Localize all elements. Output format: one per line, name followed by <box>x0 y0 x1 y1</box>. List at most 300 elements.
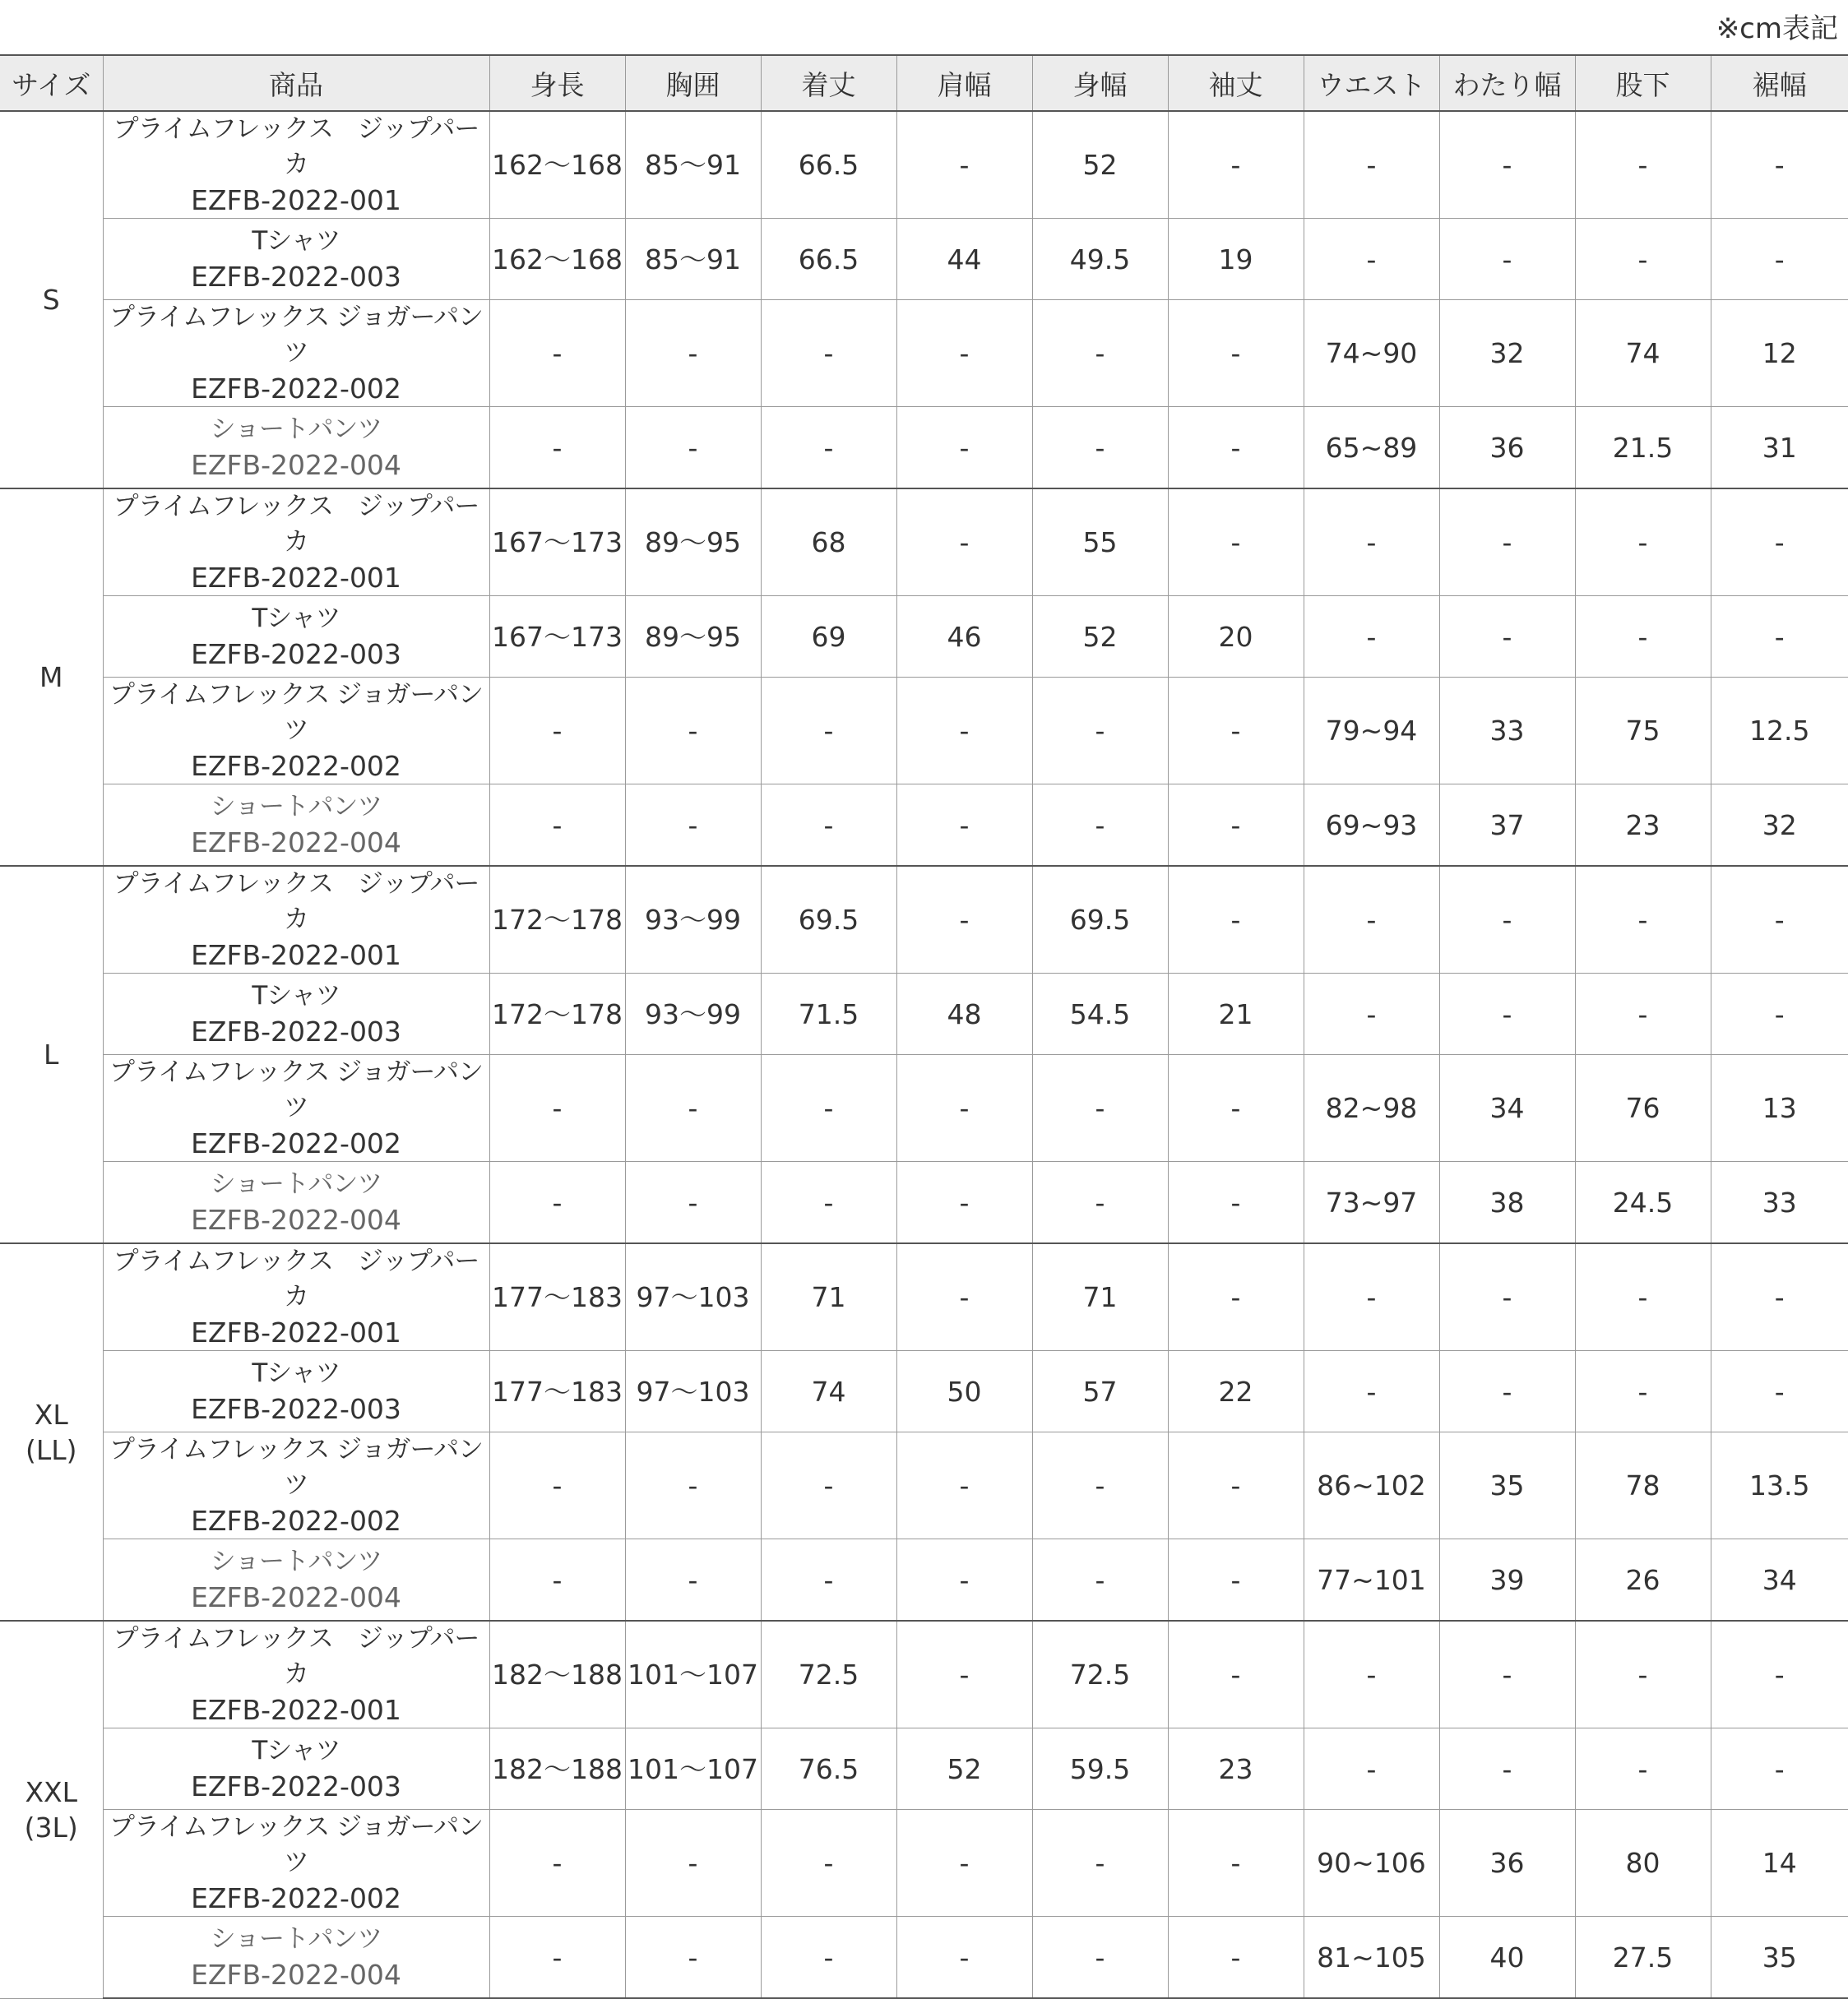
table-row <box>0 1351 1848 1432</box>
header-length: 着丈 <box>761 55 896 111</box>
table-row <box>0 866 1848 974</box>
measurement-cell: 71.5 <box>761 974 896 1055</box>
measurement-cell: 26 <box>1575 1539 1711 1622</box>
product-code: EZFB-2022-003 <box>191 638 401 670</box>
measurement-cell: - <box>1711 866 1848 974</box>
measurement-cell: - <box>1168 1055 1304 1162</box>
header-size: サイズ <box>0 55 103 111</box>
measurement-cell: - <box>1439 1243 1575 1351</box>
measurement-cell: - <box>489 1539 625 1622</box>
product-code: EZFB-2022-003 <box>191 1393 401 1425</box>
measurement-cell: - <box>1168 784 1304 867</box>
measurement-cell: - <box>625 784 761 867</box>
measurement-cell: - <box>625 678 761 784</box>
product-cell <box>103 488 489 596</box>
product-name: Tシャツ <box>252 1358 340 1388</box>
measurement-cell: - <box>1439 596 1575 678</box>
measurement-cell: 76.5 <box>761 1728 896 1810</box>
measurement-cell: 52 <box>1032 596 1168 678</box>
measurement-cell: - <box>1168 488 1304 596</box>
measurement-cell: - <box>1711 111 1848 219</box>
measurement-cell: - <box>1168 111 1304 219</box>
measurement-cell: - <box>896 1055 1032 1162</box>
measurement-cell: 22 <box>1168 1351 1304 1432</box>
product-name: Tシャツ <box>252 1736 340 1765</box>
measurement-cell: 21 <box>1168 974 1304 1055</box>
measurement-cell: 69~93 <box>1304 784 1439 867</box>
table-header <box>0 55 1848 111</box>
measurement-cell: - <box>761 1162 896 1244</box>
measurement-cell: 13 <box>1711 1055 1848 1162</box>
measurement-cell: 97～103 <box>625 1243 761 1351</box>
table-row <box>0 1728 1848 1810</box>
size-label: (LL) <box>25 1433 77 1466</box>
measurement-cell: - <box>1032 1432 1168 1539</box>
product-name: Tシャツ <box>252 604 340 633</box>
product-cell <box>103 1055 489 1162</box>
measurement-cell: - <box>625 1055 761 1162</box>
measurement-cell: 49.5 <box>1032 219 1168 300</box>
measurement-cell: - <box>625 300 761 407</box>
product-name: プライムフレックス ジョガーパンツ <box>109 1057 483 1122</box>
measurement-cell: 65~89 <box>1304 407 1439 489</box>
size-cell <box>0 111 103 488</box>
measurement-cell: - <box>896 1432 1032 1539</box>
measurement-cell: 71 <box>1032 1243 1168 1351</box>
measurement-cell: - <box>1304 1728 1439 1810</box>
product-cell <box>103 1728 489 1810</box>
measurement-cell: 73~97 <box>1304 1162 1439 1244</box>
measurement-cell: 36 <box>1439 407 1575 489</box>
product-name: プライムフレックス ジョガーパンツ <box>109 1435 483 1500</box>
measurement-cell: 44 <box>896 219 1032 300</box>
measurement-cell: 167～173 <box>489 488 625 596</box>
table-row <box>0 1917 1848 1999</box>
measurement-cell: 21.5 <box>1575 407 1711 489</box>
measurement-cell: - <box>1168 1917 1304 1999</box>
header-body-width: 身幅 <box>1032 55 1168 111</box>
product-name: Tシャツ <box>252 226 340 256</box>
measurement-cell: 66.5 <box>761 219 896 300</box>
measurement-cell: 162～168 <box>489 219 625 300</box>
measurement-cell: - <box>761 1432 896 1539</box>
product-cell <box>103 1162 489 1244</box>
product-code: EZFB-2022-002 <box>191 1882 401 1914</box>
product-cell <box>103 784 489 867</box>
measurement-cell: - <box>625 1810 761 1917</box>
product-cell <box>103 974 489 1055</box>
product-name: プライムフレックス ジップパーカ <box>113 869 479 934</box>
table-row <box>0 596 1848 678</box>
measurement-cell: 177～183 <box>489 1351 625 1432</box>
size-cell <box>0 866 103 1243</box>
measurement-cell: 72.5 <box>1032 1621 1168 1728</box>
size-label: S <box>42 284 60 316</box>
measurement-cell: - <box>1304 219 1439 300</box>
measurement-cell: - <box>489 1432 625 1539</box>
measurement-cell: 32 <box>1711 784 1848 867</box>
measurement-cell: - <box>761 407 896 489</box>
measurement-cell: - <box>761 1539 896 1622</box>
measurement-cell: - <box>489 1917 625 1999</box>
header-row <box>0 55 1848 111</box>
product-name: Tシャツ <box>252 981 340 1011</box>
measurement-cell: 55 <box>1032 488 1168 596</box>
measurement-cell: 93～99 <box>625 974 761 1055</box>
measurement-cell: - <box>489 678 625 784</box>
product-cell <box>103 300 489 407</box>
product-name: プライムフレックス ジップパーカ <box>113 1624 479 1689</box>
measurement-cell: - <box>896 111 1032 219</box>
measurement-cell: - <box>896 866 1032 974</box>
product-code: EZFB-2022-004 <box>191 1581 401 1613</box>
measurement-cell: - <box>1575 1621 1711 1728</box>
measurement-cell: 52 <box>1032 111 1168 219</box>
measurement-cell: 74~90 <box>1304 300 1439 407</box>
measurement-cell: - <box>489 784 625 867</box>
measurement-cell: - <box>489 300 625 407</box>
measurement-cell: - <box>1439 488 1575 596</box>
measurement-cell: 101～107 <box>625 1728 761 1810</box>
measurement-cell: 71 <box>761 1243 896 1351</box>
header-thigh: わたり幅 <box>1439 55 1575 111</box>
measurement-cell: 167～173 <box>489 596 625 678</box>
measurement-cell: 59.5 <box>1032 1728 1168 1810</box>
product-cell <box>103 1432 489 1539</box>
measurement-cell: 20 <box>1168 596 1304 678</box>
table-body <box>0 111 1848 1998</box>
measurement-cell: 57 <box>1032 1351 1168 1432</box>
measurement-cell: 27.5 <box>1575 1917 1711 1999</box>
product-code: EZFB-2022-001 <box>191 1694 401 1726</box>
product-cell <box>103 1243 489 1351</box>
measurement-cell: 19 <box>1168 219 1304 300</box>
product-code: EZFB-2022-002 <box>191 750 401 782</box>
measurement-cell: - <box>489 1162 625 1244</box>
measurement-cell: - <box>896 1243 1032 1351</box>
measurement-cell: 68 <box>761 488 896 596</box>
table-row <box>0 678 1848 784</box>
measurement-cell: 66.5 <box>761 111 896 219</box>
product-code: EZFB-2022-003 <box>191 261 401 293</box>
measurement-cell: 79~94 <box>1304 678 1439 784</box>
measurement-cell: 40 <box>1439 1917 1575 1999</box>
product-name: プライムフレックス ジップパーカ <box>113 492 479 557</box>
header-waist: ウエスト <box>1304 55 1439 111</box>
measurement-cell: - <box>761 1917 896 1999</box>
header-height: 身長 <box>489 55 625 111</box>
size-label: XL <box>34 1398 68 1431</box>
measurement-cell: - <box>896 1810 1032 1917</box>
unit-note: ※cm表記 <box>1716 12 1838 45</box>
measurement-cell: 14 <box>1711 1810 1848 1917</box>
measurement-cell: - <box>1032 1539 1168 1622</box>
measurement-cell: 85～91 <box>625 111 761 219</box>
size-cell <box>0 1243 103 1621</box>
measurement-cell: 35 <box>1711 1917 1848 1999</box>
measurement-cell: - <box>1439 111 1575 219</box>
measurement-cell: 90~106 <box>1304 1810 1439 1917</box>
measurement-cell: - <box>896 1162 1032 1244</box>
measurement-cell: 89～95 <box>625 596 761 678</box>
measurement-cell: - <box>896 300 1032 407</box>
measurement-cell: - <box>1711 596 1848 678</box>
measurement-cell: - <box>1711 1351 1848 1432</box>
measurement-cell: - <box>761 678 896 784</box>
measurement-cell: - <box>1439 1621 1575 1728</box>
measurement-cell: 12.5 <box>1711 678 1848 784</box>
product-cell <box>103 1917 489 1999</box>
measurement-cell: 36 <box>1439 1810 1575 1917</box>
measurement-cell: - <box>1711 488 1848 596</box>
size-chart-table <box>0 54 1848 1999</box>
measurement-cell: - <box>1575 111 1711 219</box>
product-name: ショートパンツ <box>210 1547 382 1576</box>
measurement-cell: - <box>489 1055 625 1162</box>
measurement-cell: 24.5 <box>1575 1162 1711 1244</box>
measurement-cell: - <box>1032 407 1168 489</box>
measurement-cell: - <box>761 1810 896 1917</box>
measurement-cell: - <box>1168 1539 1304 1622</box>
table-row <box>0 219 1848 300</box>
measurement-cell: - <box>1304 1621 1439 1728</box>
measurement-cell: - <box>1439 219 1575 300</box>
measurement-cell: 23 <box>1168 1728 1304 1810</box>
product-name: ショートパンツ <box>210 414 382 444</box>
product-code: EZFB-2022-004 <box>191 1204 401 1236</box>
table-row <box>0 111 1848 219</box>
measurement-cell: 82~98 <box>1304 1055 1439 1162</box>
measurement-cell: - <box>1575 488 1711 596</box>
measurement-cell: 12 <box>1711 300 1848 407</box>
size-cell <box>0 1621 103 1998</box>
measurement-cell: 48 <box>896 974 1032 1055</box>
product-code: EZFB-2022-001 <box>191 184 401 216</box>
measurement-cell: - <box>761 300 896 407</box>
size-label: L <box>44 1039 59 1071</box>
header-hem: 裾幅 <box>1711 55 1848 111</box>
measurement-cell: - <box>1032 1917 1168 1999</box>
measurement-cell: - <box>896 678 1032 784</box>
measurement-cell: - <box>625 1162 761 1244</box>
product-cell <box>103 111 489 219</box>
product-code: EZFB-2022-002 <box>191 1127 401 1159</box>
table-row <box>0 1621 1848 1728</box>
size-label: (3L) <box>24 1811 78 1844</box>
product-name: ショートパンツ <box>210 792 382 821</box>
product-cell <box>103 1539 489 1622</box>
measurement-cell: - <box>1168 1432 1304 1539</box>
measurement-cell: 72.5 <box>761 1621 896 1728</box>
measurement-cell: 182～188 <box>489 1728 625 1810</box>
measurement-cell: 23 <box>1575 784 1711 867</box>
measurement-cell: - <box>1168 1810 1304 1917</box>
measurement-cell: - <box>1439 974 1575 1055</box>
measurement-cell: - <box>1168 866 1304 974</box>
size-label: XXL <box>25 1775 78 1808</box>
measurement-cell: - <box>1032 1162 1168 1244</box>
measurement-cell: 37 <box>1439 784 1575 867</box>
header-shoulder: 肩幅 <box>896 55 1032 111</box>
size-cell <box>0 488 103 866</box>
product-code: EZFB-2022-002 <box>191 372 401 405</box>
header-sleeve: 袖丈 <box>1168 55 1304 111</box>
product-cell <box>103 596 489 678</box>
product-name: プライムフレックス ジョガーパンツ <box>109 1812 483 1877</box>
table-row <box>0 784 1848 867</box>
measurement-cell: 177～183 <box>489 1243 625 1351</box>
measurement-cell: 13.5 <box>1711 1432 1848 1539</box>
measurement-cell: - <box>1575 1243 1711 1351</box>
measurement-cell: - <box>1032 1055 1168 1162</box>
measurement-cell: 76 <box>1575 1055 1711 1162</box>
table-row <box>0 1243 1848 1351</box>
header-product: 商品 <box>103 55 489 111</box>
measurement-cell: - <box>1304 866 1439 974</box>
measurement-cell: 69.5 <box>761 866 896 974</box>
product-code: EZFB-2022-004 <box>191 826 401 858</box>
measurement-cell: - <box>1168 1162 1304 1244</box>
measurement-cell: - <box>1711 219 1848 300</box>
measurement-cell: 34 <box>1711 1539 1848 1622</box>
product-name: プライムフレックス ジョガーパンツ <box>109 680 483 745</box>
measurement-cell: - <box>1575 866 1711 974</box>
product-cell <box>103 1351 489 1432</box>
measurement-cell: - <box>1032 1810 1168 1917</box>
measurement-cell: 81~105 <box>1304 1917 1439 1999</box>
measurement-cell: - <box>1711 1728 1848 1810</box>
measurement-cell: 34 <box>1439 1055 1575 1162</box>
measurement-cell: 69.5 <box>1032 866 1168 974</box>
measurement-cell: - <box>896 407 1032 489</box>
table-row <box>0 974 1848 1055</box>
product-name: ショートパンツ <box>210 1924 382 1954</box>
table-row <box>0 1162 1848 1244</box>
size-label: M <box>39 661 63 693</box>
product-cell <box>103 1810 489 1917</box>
measurement-cell: 77~101 <box>1304 1539 1439 1622</box>
measurement-cell: - <box>1168 300 1304 407</box>
measurement-cell: - <box>896 1917 1032 1999</box>
measurement-cell: - <box>1711 1621 1848 1728</box>
measurement-cell: 33 <box>1711 1162 1848 1244</box>
measurement-cell: 162～168 <box>489 111 625 219</box>
measurement-cell: - <box>1575 1351 1711 1432</box>
measurement-cell: - <box>1304 488 1439 596</box>
measurement-cell: - <box>1439 866 1575 974</box>
measurement-cell: - <box>1711 974 1848 1055</box>
product-name: プライムフレックス ジップパーカ <box>113 114 479 179</box>
measurement-cell: 86~102 <box>1304 1432 1439 1539</box>
measurement-cell: 89～95 <box>625 488 761 596</box>
measurement-cell: 182～188 <box>489 1621 625 1728</box>
measurement-cell: - <box>1575 596 1711 678</box>
product-name: ショートパンツ <box>210 1169 382 1199</box>
measurement-cell: 69 <box>761 596 896 678</box>
measurement-cell: - <box>1304 1351 1439 1432</box>
measurement-cell: - <box>625 1539 761 1622</box>
measurement-cell: - <box>896 784 1032 867</box>
measurement-cell: 172～178 <box>489 866 625 974</box>
measurement-cell: 172～178 <box>489 974 625 1055</box>
product-code: EZFB-2022-003 <box>191 1770 401 1802</box>
measurement-cell: 74 <box>1575 300 1711 407</box>
measurement-cell: - <box>1168 678 1304 784</box>
product-code: EZFB-2022-001 <box>191 939 401 971</box>
product-cell <box>103 866 489 974</box>
product-cell <box>103 407 489 489</box>
measurement-cell: 54.5 <box>1032 974 1168 1055</box>
measurement-cell: - <box>1032 300 1168 407</box>
measurement-cell: - <box>1304 596 1439 678</box>
measurement-cell: - <box>1439 1728 1575 1810</box>
product-code: EZFB-2022-003 <box>191 1016 401 1048</box>
measurement-cell: - <box>1304 974 1439 1055</box>
product-code: EZFB-2022-004 <box>191 449 401 481</box>
measurement-cell: 35 <box>1439 1432 1575 1539</box>
product-name: プライムフレックス ジョガーパンツ <box>109 303 483 368</box>
measurement-cell: - <box>1575 974 1711 1055</box>
measurement-cell: 33 <box>1439 678 1575 784</box>
measurement-cell: - <box>489 407 625 489</box>
product-code: EZFB-2022-001 <box>191 1316 401 1349</box>
measurement-cell: - <box>1711 1243 1848 1351</box>
measurement-cell: - <box>1304 1243 1439 1351</box>
measurement-cell: 50 <box>896 1351 1032 1432</box>
product-code: EZFB-2022-002 <box>191 1505 401 1537</box>
measurement-cell: - <box>1168 1243 1304 1351</box>
measurement-cell: 80 <box>1575 1810 1711 1917</box>
measurement-cell: 97～103 <box>625 1351 761 1432</box>
measurement-cell: - <box>625 1432 761 1539</box>
measurement-cell: 74 <box>761 1351 896 1432</box>
measurement-cell: - <box>896 1621 1032 1728</box>
measurement-cell: - <box>761 1055 896 1162</box>
measurement-cell: 52 <box>896 1728 1032 1810</box>
measurement-cell: - <box>625 407 761 489</box>
measurement-cell: 46 <box>896 596 1032 678</box>
measurement-cell: 31 <box>1711 407 1848 489</box>
product-name: プライムフレックス ジップパーカ <box>113 1247 479 1312</box>
table-row <box>0 1539 1848 1622</box>
measurement-cell: - <box>1032 784 1168 867</box>
product-cell <box>103 219 489 300</box>
product-code: EZFB-2022-004 <box>191 1959 401 1991</box>
measurement-cell: 75 <box>1575 678 1711 784</box>
measurement-cell: - <box>761 784 896 867</box>
table-row <box>0 488 1848 596</box>
measurement-cell: - <box>1168 407 1304 489</box>
measurement-cell: 78 <box>1575 1432 1711 1539</box>
measurement-cell: - <box>1304 111 1439 219</box>
measurement-cell: 38 <box>1439 1162 1575 1244</box>
measurement-cell: - <box>1575 1728 1711 1810</box>
measurement-cell: - <box>1575 219 1711 300</box>
product-cell <box>103 678 489 784</box>
measurement-cell: 85～91 <box>625 219 761 300</box>
measurement-cell: - <box>896 1539 1032 1622</box>
measurement-cell: 93～99 <box>625 866 761 974</box>
measurement-cell: - <box>1168 1621 1304 1728</box>
product-code: EZFB-2022-001 <box>191 562 401 594</box>
table-row <box>0 407 1848 489</box>
table-row <box>0 1432 1848 1539</box>
measurement-cell: 101～107 <box>625 1621 761 1728</box>
table-row <box>0 1055 1848 1162</box>
table-row <box>0 300 1848 407</box>
measurement-cell: 39 <box>1439 1539 1575 1622</box>
measurement-cell: - <box>489 1810 625 1917</box>
